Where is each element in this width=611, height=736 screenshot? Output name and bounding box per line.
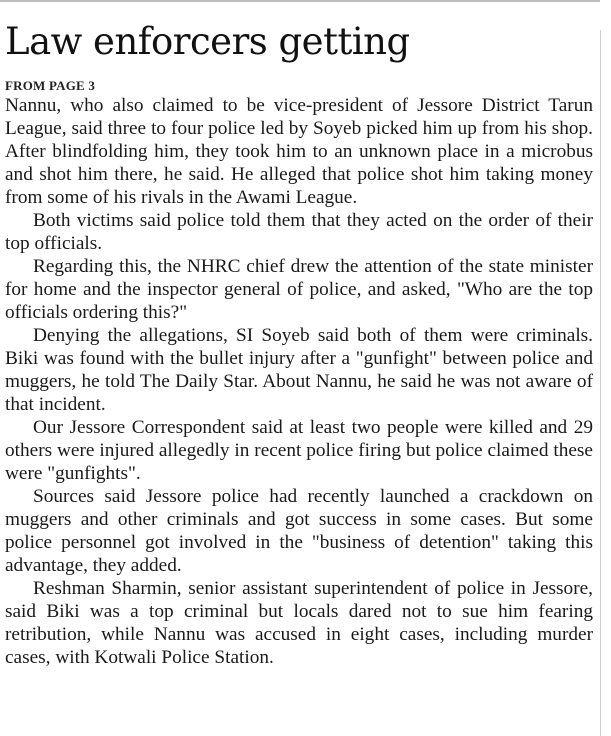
paragraph-2: Both victims said police told them that they acted on the order of their top officials. [5,210,593,254]
paragraph-6: Sources said Jessore police had recently launched a crackdown on muggers and other criminals and got success in some cases. But some police personnel got involved in the "business of detention" taking this advantage, they added. [5,486,593,576]
column-rule [600,30,601,736]
top-rule [0,0,600,2]
paragraph-3: Regarding this, the NHRC chief drew the attention of the state minister for home and the inspector general of police, and asked, "Who are the top officials ordering this?" [5,256,593,323]
paragraph-1: Nannu, who also claimed to be vice-president of Jessore District Tarun League, said three to four police led by Soyeb picked him up from his shop. After blindfolding him, they took him to an unknown place in a microbus and shot him there, he said. He alleged that police shot him taking money from some of his rivals in the Awami League. [5,95,593,208]
paragraph-4: Denying the allegations, SI Soyeb said both of them were criminals. Biki was found with the bullet injury after a "gunfight" between police and muggers, he told The Daily Star. About Nannu, he said he was not aware of that incident. [5,325,593,415]
news-article [5,20,593,669]
jump-label: FROM PAGE 3 [5,78,96,93]
headline: Law enforcers getting [5,20,410,63]
paragraph-7: Reshman Sharmin, senior assistant superintendent of police in Jessore, said Biki was a top criminal but locals dared not to sue him fearing retribution, while Nannu was accused in eight cases, including murder cases, with Kotwali Police Station. [5,578,593,668]
paragraph-5: Our Jessore Correspondent said at least two people were killed and 29 others were injured allegedly in recent police firing but police claimed these were "gunfights". [5,417,593,484]
